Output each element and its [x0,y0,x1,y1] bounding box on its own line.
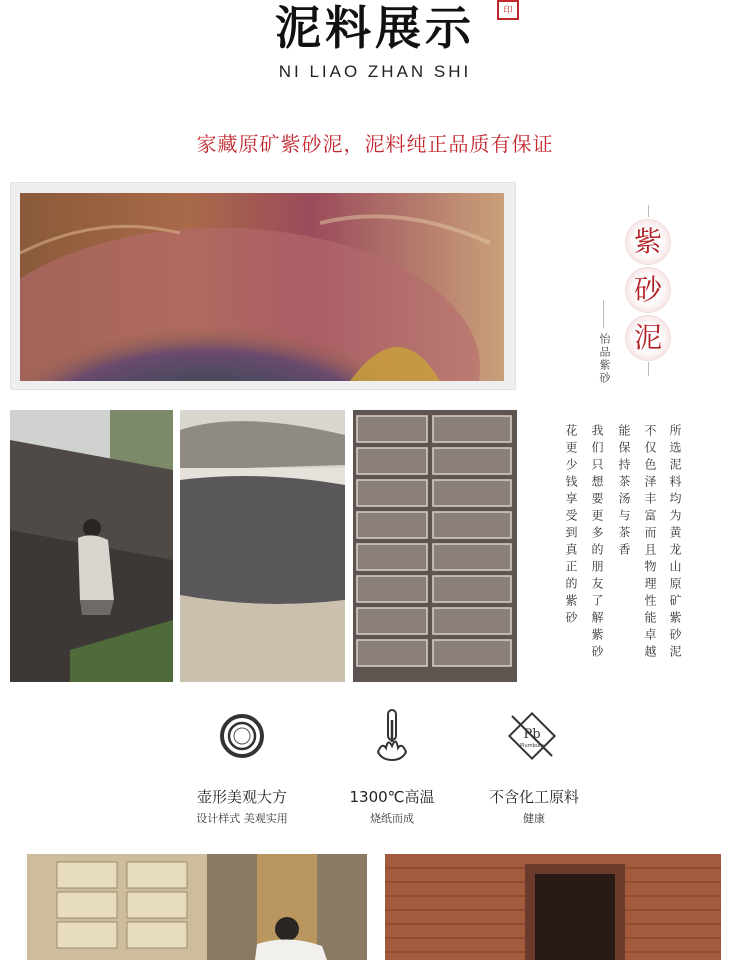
packed-clay-bricks-photo [353,410,517,682]
feature-title-1: 壶形美观大方 [196,788,287,806]
description-column-2: 不仅色泽丰富而且物理性能卓越 [643,424,657,662]
brand-tagline: 怡品紫砂 [598,333,611,385]
badge-char-1: 紫 [626,220,670,264]
thermometer-fire-icon [372,708,412,764]
feature-sub-1: 设计样式 美观实用 [196,812,288,825]
ring-icon [218,712,266,760]
description-column-1: 所选泥料均为黄龙山原矿紫砂泥 [668,424,682,662]
clay-stockpile-photo [180,410,345,682]
decor-line [603,300,604,328]
no-lead-icon [506,710,558,762]
badge-char-2: 砂 [626,268,670,312]
feature-sub-2: 烧纸而成 [370,812,414,825]
feature-sub-3: 健康 [523,812,545,825]
page-subtitle: NI LIAO ZHAN SHI [278,62,472,81]
slogan: 家藏原矿紫砂泥，泥料纯正品质有保证 [196,132,554,156]
decor-line [648,362,649,376]
no-lead-icon-caption: Plumbum [520,743,544,749]
no-lead-icon-symbol: Pb [523,727,541,742]
page-title: 泥料展示 [275,1,475,55]
decor-line [648,205,649,217]
workshop-molds-photo [27,854,367,960]
description-column-5: 花更少钱享受到真正的紫砂 [564,424,578,628]
seal-stamp: 印 [497,0,519,20]
description-column-3: 能保持茶汤与茶香 [617,424,631,560]
feature-title-3: 不含化工原料 [488,788,579,806]
badge-char-3: 泥 [626,316,670,360]
description-column-4: 我们只想要更多的朋友了解紫砂 [590,424,604,662]
mine-pit-photo [20,193,504,381]
brick-kiln-photo [385,854,721,960]
worker-on-clay-pile-photo [10,410,173,682]
feature-title-2: 1300℃高温 [349,788,435,806]
